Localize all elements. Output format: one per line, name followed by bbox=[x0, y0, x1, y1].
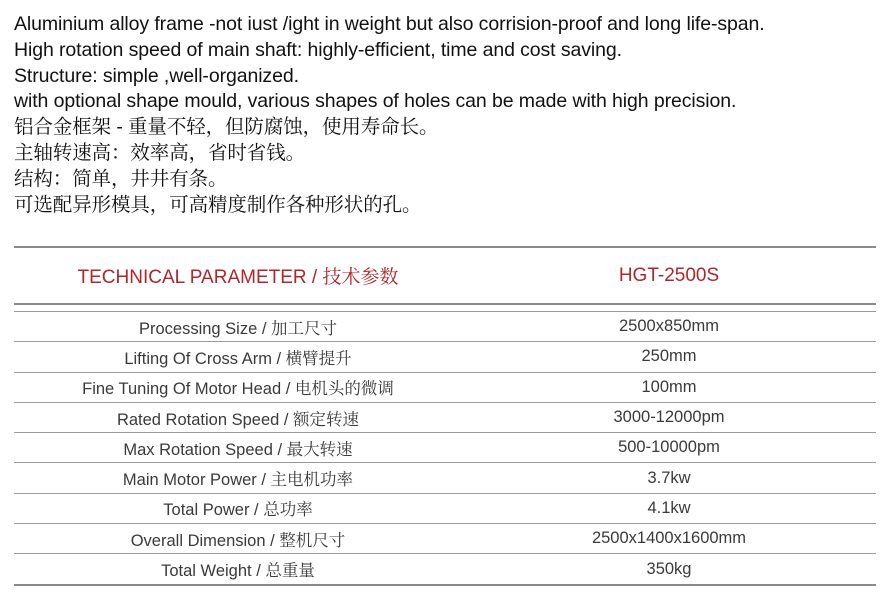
spacer-cell bbox=[462, 304, 876, 312]
spacer-cell bbox=[14, 304, 462, 312]
parameter-label: Processing Size / 加工尺寸 bbox=[14, 312, 462, 342]
parameter-label: Max Rotation Speed / 最大转速 bbox=[14, 433, 462, 463]
description-line-2: High rotation speed of main shaft: highly-efficient, time and cost saving. bbox=[14, 38, 622, 61]
description-line-1: Aluminium alloy frame -not iust /ight in weight but also corrision-proof and long life-span. bbox=[14, 13, 765, 35]
table-row bbox=[14, 342, 876, 372]
parameter-column-header: TECHNICAL PARAMETER / 技术参数 bbox=[14, 247, 462, 304]
description-line-4: with optional shape mould, various shapes of holes can be made with high precision. bbox=[14, 90, 737, 113]
technical-parameter-table bbox=[14, 246, 876, 586]
table-row bbox=[14, 402, 876, 432]
table-header-row bbox=[14, 247, 876, 304]
parameter-value: 350kg bbox=[462, 554, 876, 585]
table-row bbox=[14, 554, 876, 585]
parameter-value: 250mm bbox=[462, 342, 876, 372]
table-row bbox=[14, 463, 876, 493]
parameter-label: Fine Tuning Of Motor Head / 电机头的微调 bbox=[14, 372, 462, 402]
table-spacer-row bbox=[14, 304, 876, 312]
parameter-label: Lifting Of Cross Arm / 横臂提升 bbox=[14, 342, 462, 372]
description-line-8: 可选配异形模具，可高精度制作各种形状的孔。 bbox=[14, 193, 422, 216]
parameter-value: 2500x850mm bbox=[462, 312, 876, 342]
parameter-value: 500-10000pm bbox=[462, 433, 876, 463]
product-description bbox=[14, 12, 889, 218]
table-row bbox=[14, 493, 876, 523]
description-line-6: 主轴转速高：效率高，省时省钱。 bbox=[14, 141, 306, 164]
table-row bbox=[14, 312, 876, 342]
parameter-label: Total Weight / 总重量 bbox=[14, 554, 462, 585]
table-row bbox=[14, 524, 876, 554]
parameter-label: Overall Dimension / 整机尺寸 bbox=[14, 524, 462, 554]
description-line-3: Structure: simple ,well-organized. bbox=[14, 64, 299, 87]
parameter-label: Rated Rotation Speed / 额定转速 bbox=[14, 402, 462, 432]
table-row bbox=[14, 433, 876, 463]
parameter-value: 100mm bbox=[462, 372, 876, 402]
model-column-header: HGT-2500S bbox=[462, 247, 876, 304]
parameter-value: 3.7kw bbox=[462, 463, 876, 493]
parameter-label: Total Power / 总功率 bbox=[14, 493, 462, 523]
table-row bbox=[14, 372, 876, 402]
description-line-7: 结构：简单，井井有条。 bbox=[14, 167, 228, 190]
parameter-value: 3000-12000pm bbox=[462, 402, 876, 432]
description-line-5: 铝合金框架 - 重量不轻，但防腐蚀，使用寿命长。 bbox=[14, 116, 439, 139]
parameter-value: 4.1kw bbox=[462, 493, 876, 523]
parameter-value: 2500x1400x1600mm bbox=[462, 524, 876, 554]
parameter-label: Main Motor Power / 主电机功率 bbox=[14, 463, 462, 493]
